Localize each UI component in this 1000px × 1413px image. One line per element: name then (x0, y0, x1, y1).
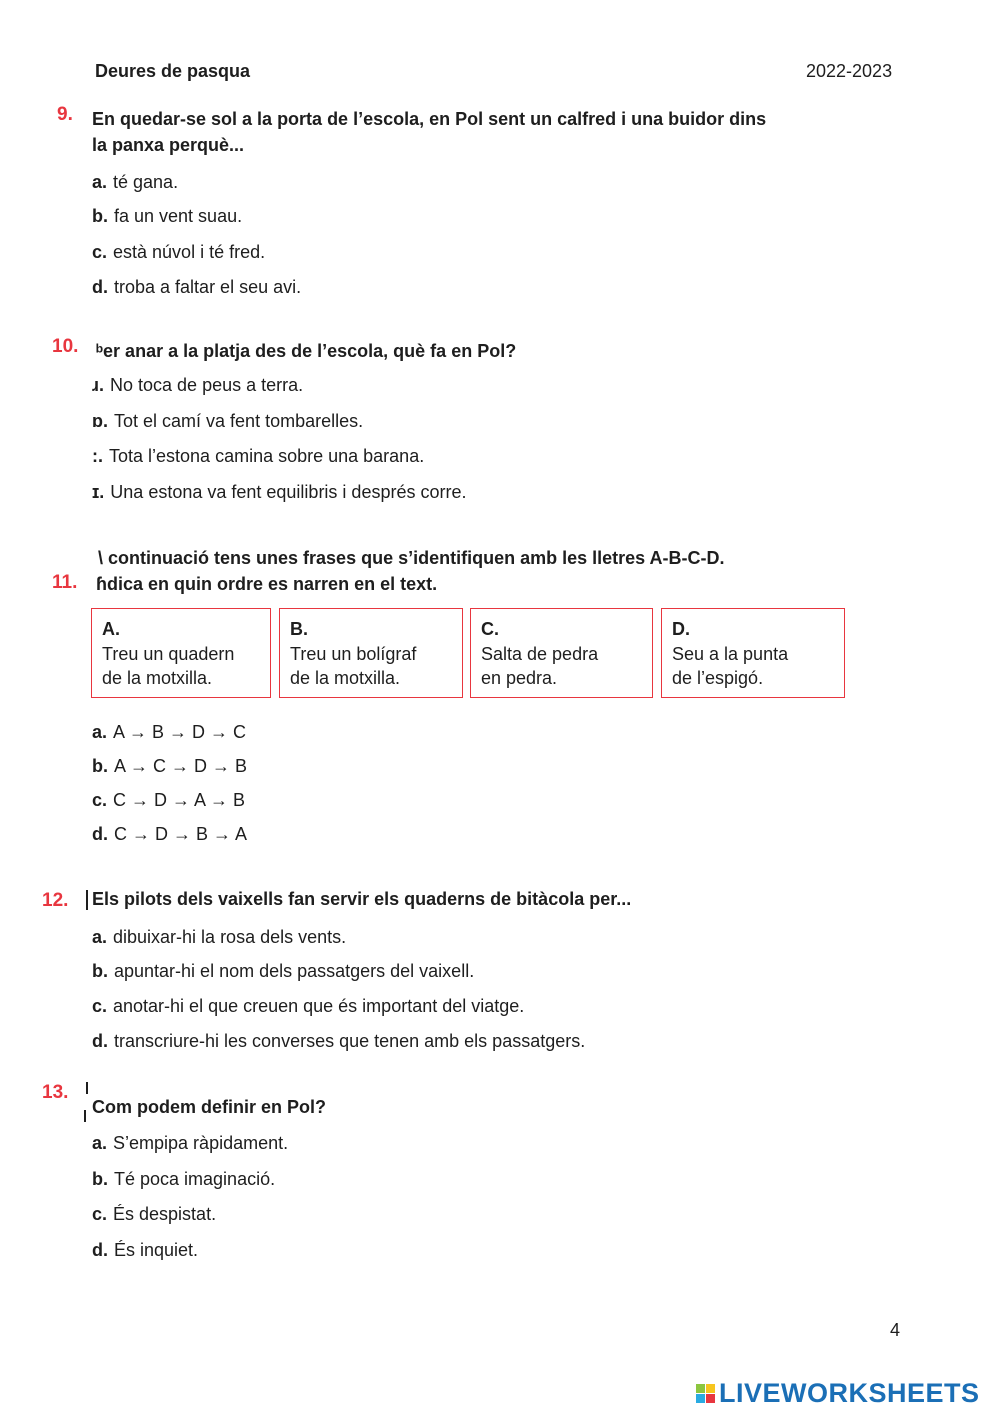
option-text: transcriure-hi les converses que tenen amb els passatgers. (114, 1031, 586, 1051)
option-letter: c. (92, 1204, 108, 1224)
question-text-line: Els pilots dels vaixells fan servir els quaderns de bitàcola per... (92, 889, 632, 909)
option-letter: a. (92, 722, 108, 742)
cursor-mark (86, 890, 88, 910)
option-letter: c. (92, 996, 108, 1016)
option-letter: c. (92, 242, 108, 262)
option-letter: b. (92, 1169, 108, 1189)
option-letter: b. (92, 206, 108, 226)
answer-option[interactable] (92, 961, 474, 982)
answer-option[interactable] (92, 996, 524, 1017)
box-letter: B. (290, 619, 308, 639)
option-text: apuntar-hi el nom dels passatgers del vaixell. (114, 961, 475, 981)
option-letter: a. (92, 172, 108, 192)
question-number: 10. (52, 336, 79, 357)
box-text-line: Treu un quadern (102, 644, 235, 664)
answer-option[interactable] (92, 206, 242, 227)
question-text-line: \ continuació tens unes frases que s’identifiquen amb les lletres A-B-C-D. (98, 548, 725, 568)
answer-option[interactable] (92, 1204, 216, 1225)
answer-option[interactable] (92, 722, 246, 743)
logo-grid-icon (696, 1384, 715, 1403)
option-letter: d. (92, 1031, 108, 1051)
answer-option[interactable] (92, 1031, 585, 1052)
option-text: dibuixar-hi la rosa dels vents. (113, 927, 347, 947)
answer-option[interactable] (92, 242, 265, 263)
option-text: Tot el camí va fent tombarelles. (114, 411, 364, 431)
school-year: 2022-2023 (806, 61, 893, 81)
option-letter: d. (92, 824, 108, 844)
option-letter: b. (92, 756, 108, 776)
option-text: anotar-hi el que creuen que és important del viatge. (113, 996, 525, 1016)
answer-option[interactable] (92, 375, 303, 396)
option-text: Una estona va fent equilibris i després corre. (110, 482, 467, 502)
option-text: És despistat. (113, 1204, 217, 1224)
answer-option[interactable] (92, 824, 247, 845)
option-text: fa un vent suau. (114, 206, 243, 226)
box-text-line: de la motxilla. (290, 668, 401, 688)
option-letter: ɹ. (92, 375, 105, 395)
box-text-line: Treu un bolígraf (290, 644, 417, 664)
brand-name: LIVEWORKSHEETS (719, 1378, 980, 1408)
liveworksheets-logo[interactable] (696, 1378, 980, 1409)
box-text-line: en pedra. (481, 668, 558, 688)
option-text: està núvol i té fred. (113, 242, 266, 262)
answer-option[interactable] (92, 1240, 198, 1261)
cursor-mark (86, 1082, 88, 1094)
box-text-line: Seu a la punta (672, 644, 789, 664)
page-number: 4 (890, 1320, 901, 1340)
option-letter: :. (92, 446, 103, 466)
option-letter: a. (92, 1133, 108, 1153)
answer-option[interactable] (92, 172, 178, 193)
option-text: No toca de peus a terra. (110, 375, 304, 395)
sentence-box-d (661, 608, 845, 698)
answer-option[interactable] (92, 277, 301, 298)
box-text-line: de l’espigó. (672, 668, 764, 688)
answer-option[interactable] (92, 482, 466, 503)
sentence-box-b (279, 608, 463, 698)
answer-option[interactable] (92, 927, 346, 948)
option-letter: d. (92, 1240, 108, 1260)
question-text-line: ɦdica en quin ordre es narren en el text. (96, 574, 438, 594)
box-letter: C. (481, 619, 499, 639)
question-number: 9. (57, 104, 73, 125)
option-letter: c. (92, 790, 108, 810)
option-text: Tota l’estona camina sobre una barana. (109, 446, 425, 466)
question-number: 12. (42, 890, 69, 911)
answer-option[interactable] (92, 790, 245, 811)
question-text-line: Com podem definir en Pol? (92, 1097, 327, 1117)
option-text: S’empipa ràpidament. (113, 1133, 289, 1153)
option-text: Té poca imaginació. (114, 1169, 276, 1189)
cursor-mark (84, 1110, 86, 1122)
answer-option[interactable] (92, 446, 424, 467)
option-text: C → D → A → B (113, 790, 246, 810)
option-letter: d. (92, 277, 108, 297)
option-letter: b. (92, 961, 108, 981)
question-text-line: ᵇer anar a la platja des de l’escola, què fa en Pol? (96, 341, 517, 361)
box-text-line: de la motxilla. (102, 668, 213, 688)
option-text: A → B → D → C (113, 722, 247, 742)
box-text-line: Salta de pedra (481, 644, 599, 664)
option-letter: ɒ. (92, 411, 108, 431)
option-text: És inquiet. (114, 1240, 199, 1260)
answer-option[interactable] (92, 1133, 288, 1154)
question-text-line: la panxa perquè... (92, 135, 245, 155)
option-text: A → C → D → B (114, 756, 248, 776)
document-title: Deures de pasqua (95, 61, 251, 81)
box-letter: A. (102, 619, 120, 639)
answer-option[interactable] (92, 1169, 275, 1190)
question-number: 13. (42, 1082, 69, 1103)
option-letter: a. (92, 927, 108, 947)
option-text: té gana. (113, 172, 179, 192)
box-letter: D. (672, 619, 690, 639)
option-text: C → D → B → A (114, 824, 248, 844)
question-number: 11. (52, 572, 78, 593)
answer-option[interactable] (92, 411, 363, 432)
option-letter: ɪ. (92, 482, 105, 502)
answer-option[interactable] (92, 756, 247, 777)
sentence-box-c (470, 608, 653, 698)
question-text-line: En quedar-se sol a la porta de l’escola, en Pol sent un calfred i una buidor dins (92, 109, 767, 129)
sentence-box-a (91, 608, 271, 698)
option-text: troba a faltar el seu avi. (114, 277, 302, 297)
